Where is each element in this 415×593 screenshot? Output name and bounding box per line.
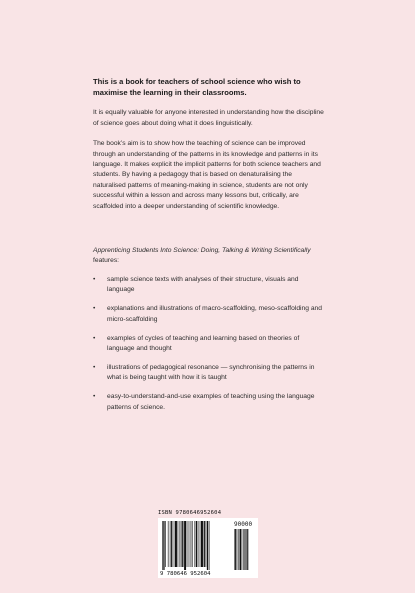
barcode-bar [196, 521, 197, 567]
barcode-addon-bar [240, 529, 242, 570]
list-item: • illustrations of pedagogical resonance — synchronising the patterns in what is being taught with how it is taught [93, 363, 315, 382]
list-item: • explanations and illustrations of macro-scaffolding, meso-scaffolding and micro-scaffolding [93, 305, 322, 323]
barcode-graphic [158, 518, 258, 578]
barcode-bar [207, 521, 208, 570]
barcode-bar [206, 521, 207, 567]
barcode-bar [180, 521, 181, 567]
barcode-bar [181, 521, 182, 567]
paragraph-1: It is equally valuable for anyone interested in understanding how the discipline of science goes about doing what it does linguistically. [93, 109, 324, 127]
paragraph-2: The book’s aim is to show how the teaching of science can be improved through an understanding of the patterns in its knowledge and patterns in its language. It makes explicit the implicit patterns for both science teachers and students. By having a pedagogy that is based on denaturalising the naturalised patterns of meaning-making in science, students are not only successful within a lesson and across many lessons but, critically, are scaffolded into a deeper understanding of scientific knowledge. [93, 140, 321, 210]
barcode-bars [162, 521, 248, 570]
barcode-box [158, 518, 258, 578]
blurb [93, 76, 325, 421]
barcode-bar [201, 521, 203, 567]
barcode-bar [195, 521, 196, 567]
book-title: Apprenticing Students Into Science: Doing, Talking & Writing Scientifically [93, 247, 311, 255]
barcode-bar [198, 521, 199, 567]
list-item: • sample science texts with analyses of their structure, visuals and language [93, 275, 299, 294]
features-list [93, 275, 325, 413]
barcode-addon-bar [246, 529, 247, 570]
barcode-addon-bar [235, 529, 236, 570]
barcode-bar [189, 521, 190, 567]
barcode-addon-bar [244, 529, 245, 570]
bullet-icon: • [93, 334, 96, 342]
lead-statement: This is a book for teachers of school science who wish to maximise the learning in their classrooms. [93, 77, 301, 98]
barcode-bar [170, 521, 171, 567]
barcode-bar [182, 521, 183, 567]
barcode-addon-bar [237, 529, 238, 570]
barcode-digits: 9 780646 952604 [160, 571, 211, 577]
barcode-addon-bar [234, 529, 235, 570]
barcode-bar [200, 521, 201, 567]
barcode-bar [171, 521, 172, 567]
barcode-bar [174, 521, 175, 567]
isbn-label: ISBN 9780646952604 [158, 510, 222, 516]
barcode-bar [187, 521, 188, 567]
bullet-icon: • [93, 275, 96, 283]
bullet-icon: • [93, 363, 96, 371]
barcode-bar [204, 521, 205, 567]
barcode-bar [184, 521, 186, 570]
barcode-addon-bar [238, 529, 239, 570]
barcode-addon-bar [243, 529, 244, 570]
barcode-bar [178, 521, 179, 567]
isbn-barcode [158, 510, 258, 586]
barcode-bar [162, 521, 163, 570]
barcode-bar [168, 521, 169, 567]
barcode-bar [191, 521, 192, 567]
list-item: • examples of cycles of teaching and learning based on theories of language and thought [93, 334, 300, 352]
barcode-addon-bar [242, 529, 243, 570]
barcode-bar [163, 521, 164, 570]
barcode-bar [209, 521, 210, 570]
barcode-bar [192, 521, 193, 567]
barcode-bar [165, 521, 166, 567]
list-item: • easy-to-understand-and-use examples of teaching using the language patterns of science. [93, 393, 315, 411]
bullet-icon: • [93, 305, 96, 313]
bullet-icon: • [93, 393, 96, 401]
features-intro [93, 246, 325, 267]
barcode-addon-bar [247, 529, 248, 570]
barcode-addon: 90000 [234, 521, 253, 528]
features-intro-suffix: features: [93, 257, 120, 265]
barcode-bar [175, 521, 177, 567]
